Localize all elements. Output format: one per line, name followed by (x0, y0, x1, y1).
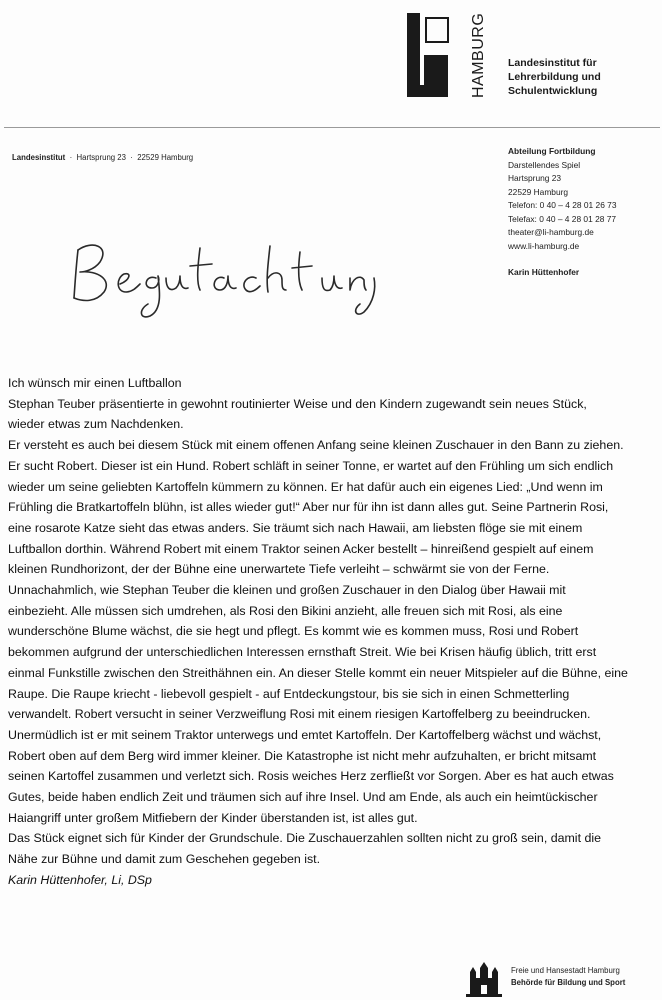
body-line: Stephan Teuber präsentierte in gewohnt routinierter Weise und den Kindern zugewandt sein neues Stück, (8, 396, 587, 411)
contact-email[interactable]: theater@li-hamburg.de (508, 227, 594, 237)
contact-person: Karin Hüttenhofer (508, 267, 580, 277)
hamburg-castle-emblem-icon (466, 960, 502, 998)
body-line: kleinen Rundhorizont, der der Bühne eine unerwartete Tiefe verleiht – schwärmt sie von der Ferne. (8, 562, 550, 577)
li-logo (406, 12, 466, 98)
institute-name-line: Schulentwicklung (508, 85, 598, 97)
body-line: Unnachahmlich, wie Stephan Teuber die kleinen und großen Zuschauer in den Dialog über Hawaii mit (8, 583, 566, 598)
body-line: wunderschöne Blume wächst, die sie hegt und pflegt. Es kommt wie es kommen muss, Rosi und Robert (8, 624, 579, 639)
body-line: Nähe zur Bühne und damit zum Geschehen gegeben ist. (8, 852, 321, 867)
body-title-line: Ich wünsch mir einen Luftballon (8, 376, 182, 390)
author-signature-line: Karin Hüttenhofer, Li, DSp (8, 872, 152, 887)
body-line: Luftballon dorthin. Während Robert mit einem Traktor seinen Acker bestellt – hinreißend gespielt auf einem (8, 541, 594, 556)
header-divider (4, 127, 660, 128)
body-line: einbezieht. Alle müssen sich umdrehen, als Rosi den Bikini anzieht, alle freuen sich mit Rosi, als eine (8, 603, 563, 618)
hamburg-vertical-label: HAMBURG (470, 12, 487, 98)
footer-authority (511, 965, 625, 989)
body-line: seinen Kartoffel zusammen und verletzt sich. Rosis weiches Herz zerfließt vor Sorgen. Aber es hat auch etwas (8, 769, 614, 784)
institute-name (508, 56, 658, 98)
body-line: Gutes, beide haben endlich Zeit und träumen sich auf ihre Insel. Und am Ende, als auch ein heimtückischer (8, 790, 598, 805)
body-line: Er versteht es auch bei diesem Stück mit einem offenen Anfang seine kleinen Zuschauer in den Bann zu ziehen. (8, 438, 624, 453)
contact-website[interactable]: www.li-hamburg.de (508, 240, 580, 251)
contact-line: 22529 Hamburg (508, 186, 569, 197)
sender-address: · Hartsprung 23 · 22529 Hamburg (69, 153, 194, 162)
body-line: Raupe. Die Raupe kriecht - liebevoll gespielt - auf Entdeckungstour, bis sie sich in einen Schmetterling (8, 686, 570, 701)
institute-name-line: Lehrerbildung und (508, 71, 601, 83)
body-line: eine rosarote Katze sieht das etwas anders. Sie träumt sich nach Hawaii, am liebsten flöge sie mit einem (8, 520, 583, 535)
body-line: Er sucht Robert. Dieser ist ein Hund. Robert schläft in seiner Tonne, er wartet auf den Frühling um sich endlich (8, 458, 614, 473)
sender-line (12, 153, 193, 162)
body-line: wieder etwas zum Nachdenken. (8, 417, 184, 432)
body-line: wieder um seine geliebten Kartoffeln kümmern zu können. Er hat dafür auch ein eigenes Lied: „Und wenn im (8, 479, 603, 494)
contact-block (508, 145, 658, 280)
body-line: Das Stück eignet sich für Kinder der Grundschule. Die Zuschauerzahlen sollten nicht zu groß sein, damit die (8, 831, 601, 846)
body-line: Unermüdlich ist er mit seinem Traktor unterwegs und emtet Kartoffeln. Der Kartoffelberg wächst und wächst, (8, 727, 602, 742)
letter-body (8, 373, 658, 891)
footer-line-2: Behörde für Bildung und Sport (511, 978, 626, 987)
body-line: Haiangriff unter großem Mitfiebern der Kinder überstanden ist, ist alles gut. (8, 810, 418, 825)
handwritten-begutachtung (60, 232, 380, 322)
body-line: Frühling die Bratkartoffeln blühn, ist alles wieder gut!“ Aber nur für ihn ist dann alles gut. Seine Partnerin Rosi, (8, 500, 609, 515)
body-line: verwandelt. Robert versucht in seiner Verzweiflung Rosi mit einem riesigen Kartoffelberg zu beeindrucken. (8, 707, 591, 722)
contact-phone: Telefon: 0 40 – 4 28 01 26 73 (508, 200, 617, 210)
contact-line: Hartsprung 23 (508, 173, 562, 183)
footer-line-1: Freie und Hansestadt Hamburg (511, 966, 620, 975)
institute-name-line: Landesinstitut für (508, 57, 597, 69)
contact-fax: Telefax: 0 40 – 4 28 01 28 77 (508, 213, 617, 224)
sender-name: Landesinstitut (12, 153, 66, 162)
body-line: einmal Funkstille zwischen den Streithähnen ein. An dieser Stelle kommt ein neuer Mitspieler auf die Bühne, eine (8, 665, 628, 680)
contact-line: Darstellendes Spiel (508, 159, 581, 170)
body-line: bekommen aufgrund der unterschiedlichen Interessen ernsthaft Streit. Wie bei Krisen häufig üblich, tritt erst (8, 645, 597, 660)
body-line: Robert oben auf dem Berg wird immer kleiner. Die Katastrophe ist nicht mehr aufzuhalten, er bricht mitsamt (8, 748, 597, 763)
department-heading: Abteilung Fortbildung (508, 146, 596, 156)
